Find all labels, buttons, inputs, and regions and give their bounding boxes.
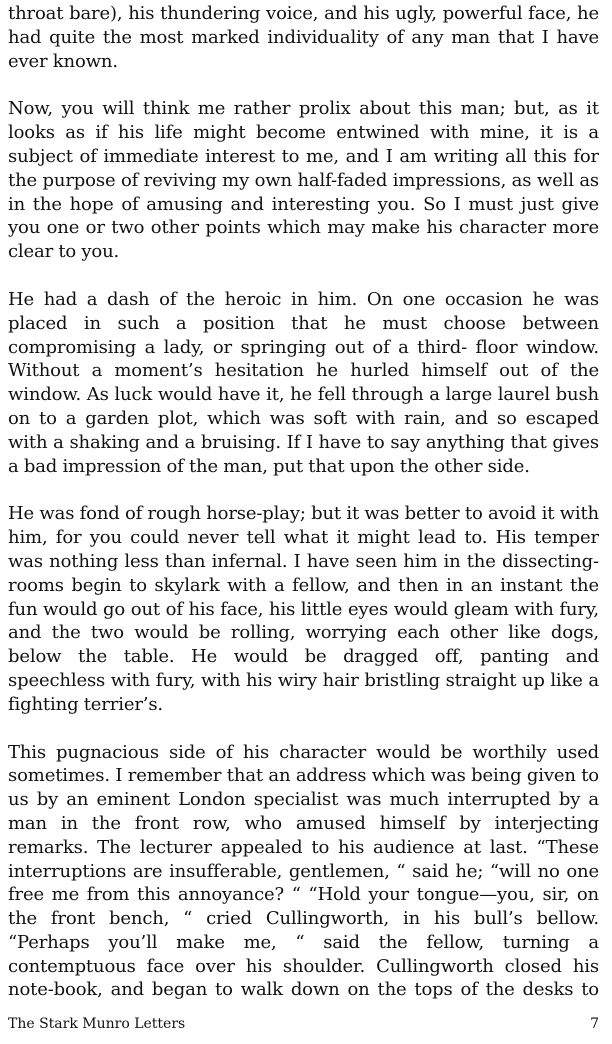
paragraph-1: throat bare), his thundering voice, and his ugly, powerful face, he had quite the most marked individuality of any man that I have ever known. bbox=[8, 3, 599, 72]
page-number: 7 bbox=[590, 1016, 599, 1032]
paragraph-5: This pugnacious side of his character would be worthily used sometimes. I remember that an address which was being given to us by an eminent London specialist was much interrupted by a man in the front row, who amused himself by interjecting remarks. The lecturer appealed to his audience at last. “These interruptions are insufferable, gentlemen, “ said he; “will no one free me from this annoyance? “ “Hold your tongue—you, sir, on the front bench, “ cried Cullingworth, in his bull’s bellow. “Perhaps you’ll make me, “ said the fellow, turning a contemptuous face over his shoulder. Cullingworth closed his note-book, and began to walk down on the tops of the desks to bbox=[8, 741, 599, 1001]
paragraph-2: Now, you will think me rather prolix about this man; but, as it looks as if his life might become entwined with mine, it is a subject of immediate interest to me, and I am writing all this for the purpose of reviving my own half-faded impressions, as well as in the hope of amusing and interesting you. So I must just give you one or two other points which may make his character more clear to you. bbox=[8, 98, 599, 263]
page-footer bbox=[8, 1014, 599, 1034]
page-body bbox=[8, 2, 599, 1002]
paragraph-3: He had a dash of the heroic in him. On one occasion he was placed in such a position that he must choose between compromising a lady, or springing out of a third- floor window. Without a moment’s hesitation he hurled himself out of the window. As luck would have it, he fell through a large laurel bush on to a garden plot, which was soft with rain, and so escaped with a shaking and a bruising. If I have to say anything that gives a bad impression of the man, put that upon the other side. bbox=[8, 288, 599, 477]
book-title: The Stark Munro Letters bbox=[8, 1016, 186, 1032]
paragraph-4: He was fond of rough horse-play; but it was better to avoid it with him, for you could never tell what it might lead to. His temper was nothing less than infernal. I have seen him in the dissecting-rooms begin to skylark with a fellow, and then in an instant the fun would go out of his face, his little eyes would gleam with fury, and the two would be rolling, worrying each other like dogs, below the table. He would be dragged off, panting and speechless with fury, with his wiry hair bristling straight up like a fighting terrier’s. bbox=[8, 503, 599, 715]
